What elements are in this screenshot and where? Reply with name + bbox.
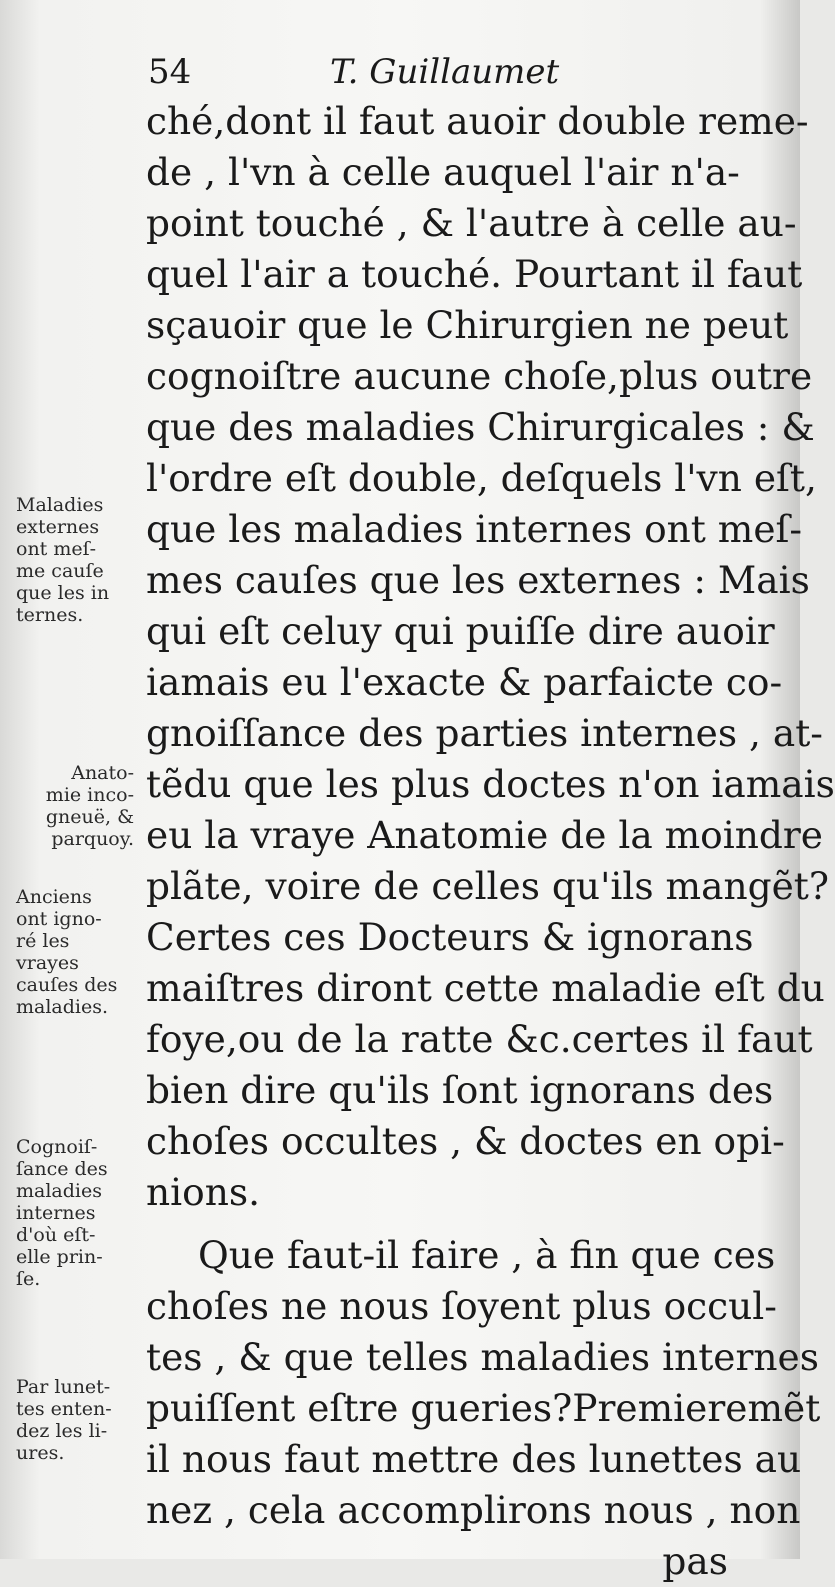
text-line: ché,dont il faut auoir double reme- — [146, 99, 809, 143]
text-line: nez , cela accomplirons nous , non — [146, 1488, 801, 1532]
text-line: tẽdu que les plus doctes n'on iamais — [146, 762, 835, 806]
margin-note-line: cauſes des — [16, 974, 118, 996]
text-line: point touché , & l'autre à celle au- — [146, 201, 797, 245]
running-title: T. Guillaumet — [330, 52, 560, 92]
text-line: tes , & que telles maladies internes — [146, 1335, 819, 1379]
margin-note-line: ternes. — [16, 604, 84, 626]
margin-note-line: internes — [16, 1202, 96, 1224]
text-line: eu la vraye Anatomie de la moindre — [146, 813, 823, 857]
margin-note-line: ſe. — [16, 1268, 41, 1290]
catchword: pas — [662, 1539, 728, 1583]
margin-note-line: ont igno- — [16, 908, 102, 930]
page-number: 54 — [148, 52, 192, 92]
margin-note-line: Cognoiſ- — [16, 1136, 98, 1158]
margin-note-line: Maladies — [16, 494, 104, 516]
margin-note-line: maladies — [16, 1180, 102, 1202]
margin-note-line: que les in — [16, 582, 110, 604]
text-line: Certes ces Docteurs & ignorans — [146, 915, 754, 959]
text-line: que des maladies Chirurgicales : & — [146, 405, 815, 449]
margin-note-line: ſance des — [16, 1158, 108, 1180]
margin-note-line: Par lunet- — [16, 1376, 111, 1398]
text-line: puiſſent eſtre gueries?Premieremẽt — [146, 1386, 821, 1430]
text-line: cognoiſtre aucune choſe,plus outre — [146, 354, 813, 398]
text-line: Que faut-il faire , à fin que ces — [198, 1233, 776, 1277]
text-line: quel l'air a touché. Pourtant il faut — [146, 252, 803, 296]
margin-note-line: elle prin- — [16, 1246, 103, 1268]
margin-note-anatomie — [16, 762, 134, 850]
margin-note-line: ont meſ- — [16, 538, 97, 560]
main-text — [146, 96, 835, 1587]
margin-note-line: tes enten- — [16, 1398, 112, 1420]
margin-note-line: ures. — [16, 1442, 65, 1464]
margin-note-line: externes — [16, 516, 100, 538]
text-line: sçauoir que le Chirurgien ne peut — [146, 303, 789, 347]
text-line: choſes ne nous ſoyent plus occul- — [146, 1284, 777, 1328]
margin-note-anciens — [16, 886, 142, 1018]
margin-note-line: me cauſe — [16, 560, 104, 582]
margin-note-lunettes — [16, 1376, 142, 1464]
text-line: mes cauſes que les externes : Mais — [146, 558, 810, 602]
margin-note-line: vrayes — [16, 952, 79, 974]
text-line: iamais eu l'exacte & parfaicte co- — [146, 660, 783, 704]
text-line: de , l'vn à celle auquel l'air n'a- — [146, 150, 740, 194]
text-line: nions. — [146, 1170, 261, 1214]
text-line: que les maladies internes ont meſ- — [146, 507, 803, 551]
text-line: bien dire qu'ils ſont ignorans des — [146, 1068, 774, 1112]
margin-note-line: mie inco- — [45, 784, 134, 806]
margin-note-line: ré les — [16, 930, 70, 952]
margin-note-line: gneuë, & — [45, 806, 134, 828]
margin-note-cognoissance — [16, 1136, 142, 1290]
text-line: gnoiſſance des parties internes , at- — [146, 711, 823, 755]
page-header — [140, 52, 750, 102]
margin-note-line: d'où eſt- — [16, 1224, 96, 1246]
text-line: qui eſt celuy qui puiſſe dire auoir — [146, 609, 775, 653]
margin-note-line: parquoy. — [51, 828, 134, 850]
margin-note-line: maladies. — [16, 996, 109, 1018]
text-line: maiſtres diront cette maladie eſt du — [146, 966, 825, 1010]
margin-note-line: Anciens — [16, 886, 92, 908]
text-line: foye,ou de la ratte &c.certes il faut — [146, 1017, 813, 1061]
text-line: l'ordre eſt double, deſquels l'vn eſt, — [146, 456, 817, 500]
margin-note-line: Anato- — [71, 762, 134, 784]
text-line: plãte, voire de celles qu'ils mangẽt? — [146, 864, 829, 908]
margin-note-maladies-externes — [16, 494, 142, 626]
text-line: il nous faut mettre des lunettes au — [146, 1437, 802, 1481]
margin-note-line: dez les li- — [16, 1420, 108, 1442]
text-line: choſes occultes , & doctes en opi- — [146, 1119, 785, 1163]
